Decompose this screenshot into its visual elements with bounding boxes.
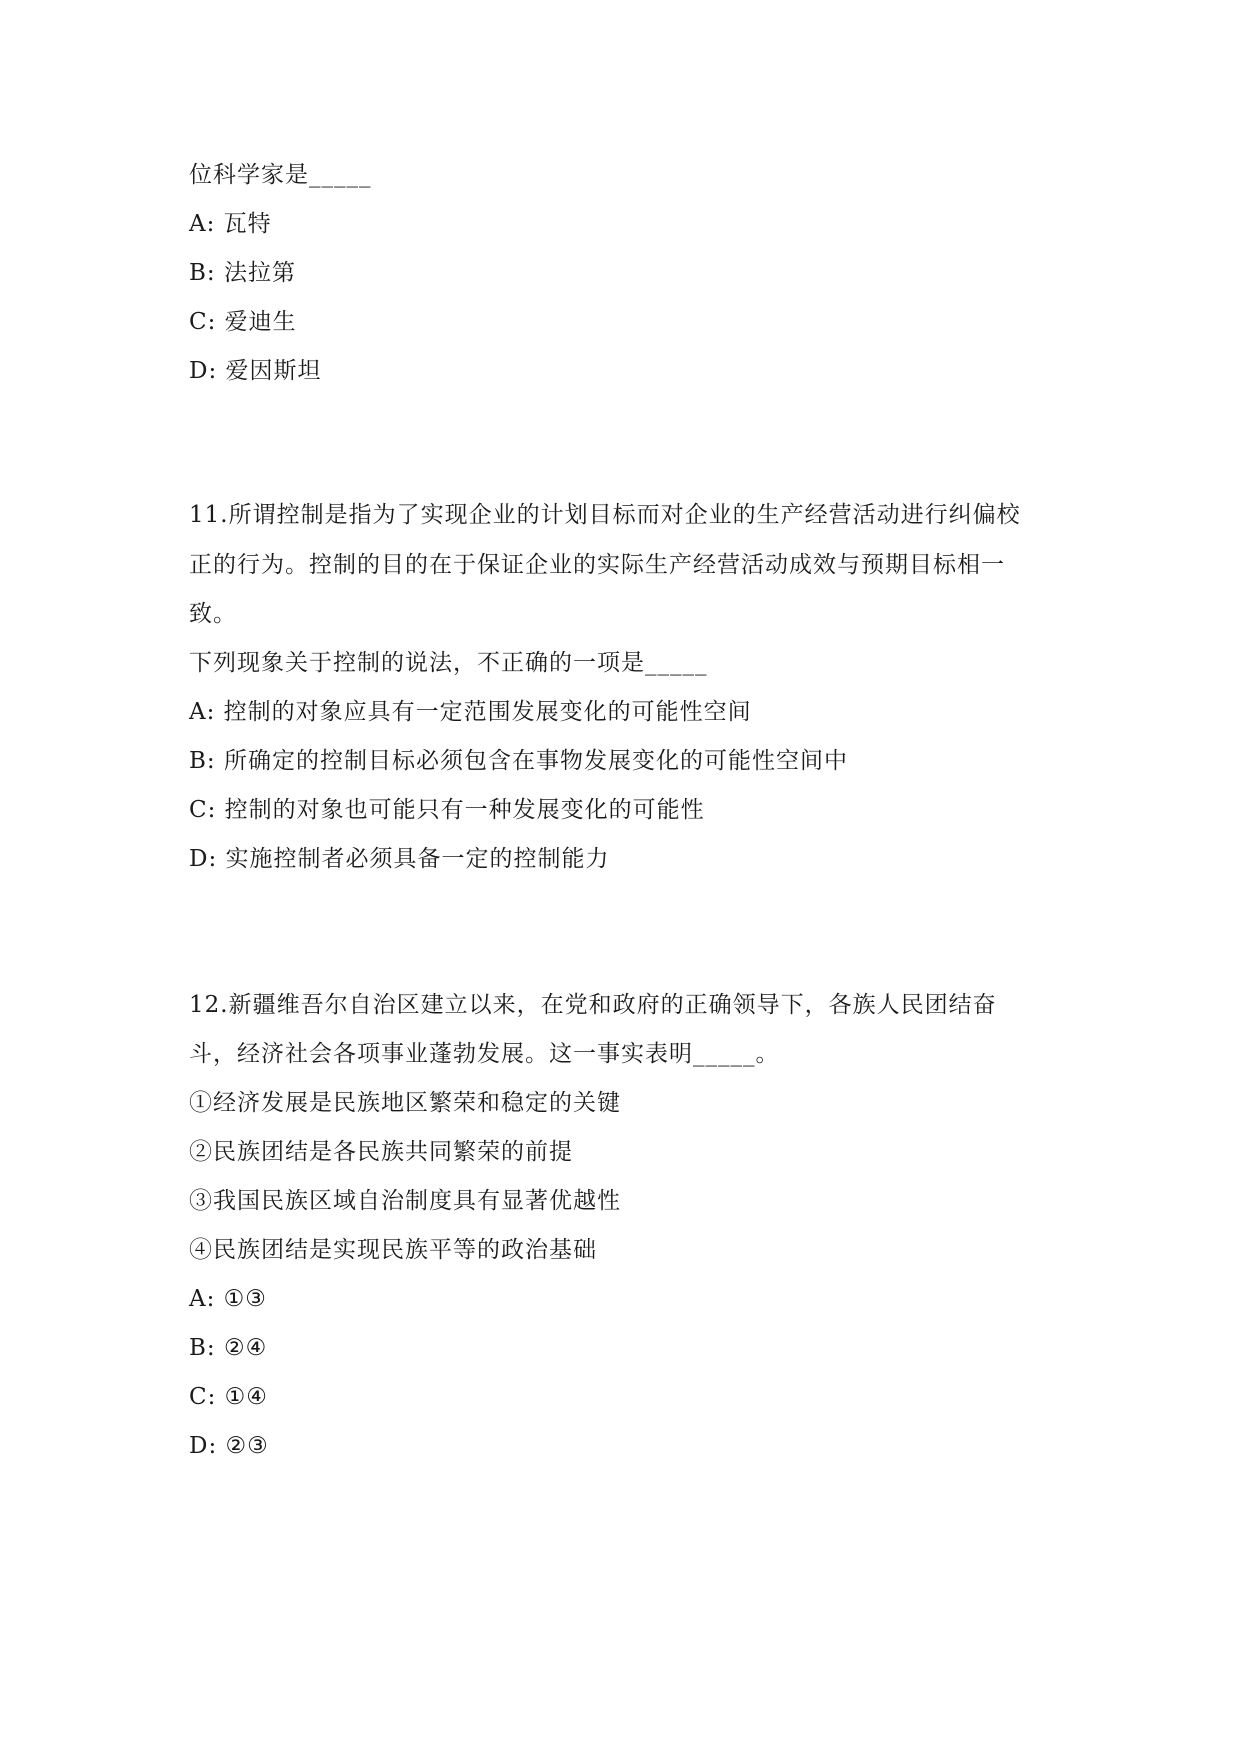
q12-statement-4: ④民族团结是实现民族平等的政治基础: [189, 1237, 597, 1263]
q11-option-c: C: 控制的对象也可能只有一种发展变化的可能性: [189, 797, 705, 823]
q11-option-b: B: 所确定的控制目标必须包含在事物发展变化的可能性空间中: [189, 748, 848, 774]
q12-statement-1: ①经济发展是民族地区繁荣和稳定的关键: [189, 1090, 621, 1116]
q10-option-d: D: 爱因斯坦: [189, 358, 322, 384]
q11-stem-line-3: 致。: [189, 601, 237, 627]
q12-stem-line-1: 12.新疆维吾尔自治区建立以来，在党和政府的正确领导下，各族人民团结奋: [189, 992, 997, 1018]
q10-option-b: B: 法拉第: [189, 260, 296, 286]
q11-option-a: A: 控制的对象应具有一定范围发展变化的可能性空间: [189, 699, 752, 725]
q12-option-d: D: ②③: [189, 1433, 269, 1459]
q11-stem-line-4: 下列现象关于控制的说法，不正确的一项是_____: [189, 650, 708, 676]
q12-option-b: B: ②④: [189, 1335, 268, 1361]
q10-stem-tail: 位科学家是_____: [189, 162, 372, 188]
q12-option-a: A: ①③: [189, 1286, 267, 1312]
q11-option-d: D: 实施控制者必须具备一定的控制能力: [189, 846, 610, 872]
q12-statement-2: ②民族团结是各民族共同繁荣的前提: [189, 1139, 573, 1165]
q10-option-a: A: 瓦特: [189, 211, 272, 237]
q10-option-c: C: 爱迪生: [189, 309, 297, 335]
q11-stem-line-1: 11.所谓控制是指为了实现企业的计划目标而对企业的生产经营活动进行纠偏校: [189, 502, 1021, 528]
q11-stem-line-2: 正的行为。控制的目的在于保证企业的实际生产经营活动成效与预期目标相一: [189, 552, 1005, 578]
q12-statement-3: ③我国民族区域自治制度具有显著优越性: [189, 1188, 621, 1214]
q12-option-c: C: ①④: [189, 1384, 268, 1410]
q12-stem-line-2: 斗，经济社会各项事业蓬勃发展。这一事实表明_____。: [189, 1041, 780, 1067]
